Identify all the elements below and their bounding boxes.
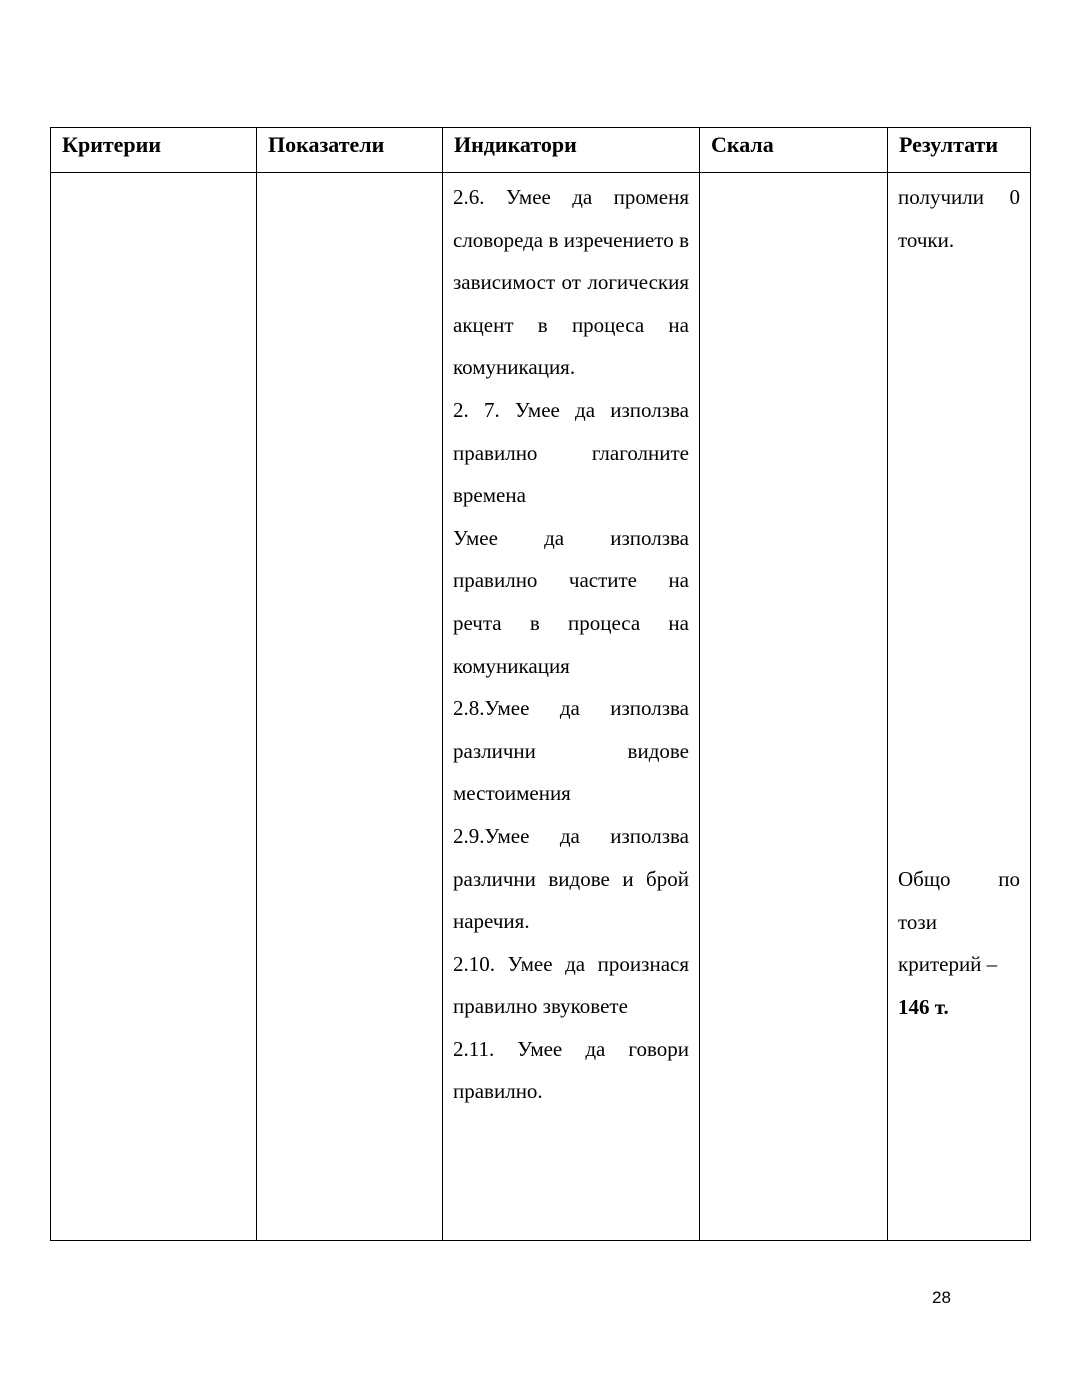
metrics-cell — [257, 173, 443, 1241]
results-summary-text: Общо по този критерий – — [898, 867, 1020, 977]
indicator-item: 2.11. Умее да говори правилно. — [453, 1036, 689, 1104]
table-row — [51, 173, 1031, 1241]
criteria-cell — [51, 173, 257, 1241]
header-criteria: Критерии — [51, 128, 257, 173]
table-header-row — [51, 128, 1031, 173]
header-metrics: Показатели — [257, 128, 443, 173]
header-indicators: Индикатори — [443, 128, 700, 173]
results-cell — [888, 173, 1031, 1241]
page-number: 28 — [932, 1288, 951, 1307]
scale-cell — [700, 173, 888, 1241]
indicators-cell — [443, 173, 700, 1241]
results-summary-value: 146 т. — [898, 994, 949, 1019]
indicator-item: 2.6. Умее да променя словореда в изречението в зависимост от логическия акцент в процеса на комуникация. — [453, 185, 689, 380]
indicator-item: 2. 7. Умее да използва правилно глаголните времена — [453, 397, 689, 508]
indicator-item: Умее да използва правилно частите на речта в процеса на комуникация — [453, 525, 689, 678]
header-results: Резултати — [888, 128, 1031, 173]
header-scale: Скала — [700, 128, 888, 173]
indicator-item: 2.9.Умее да използва различни видове и брой наречия. — [453, 823, 689, 934]
indicator-item: 2.10. Умее да произнася правилно звуковете — [453, 951, 689, 1019]
criteria-table — [50, 127, 1031, 1241]
indicator-item: 2.8.Умее да използва различни видове местоимения — [453, 696, 689, 806]
results-top-text: получили 0 точки. — [898, 185, 1020, 252]
